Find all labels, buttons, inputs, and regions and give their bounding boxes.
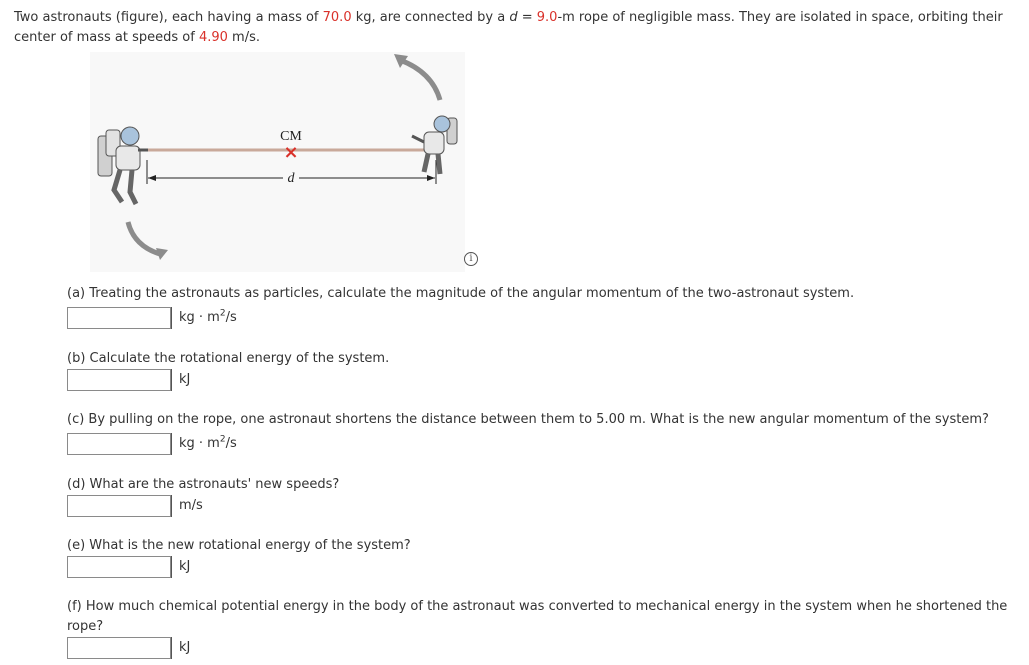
cm-marker: × bbox=[283, 142, 299, 163]
intro-var-d: d bbox=[509, 10, 518, 25]
answer-a-row bbox=[67, 307, 237, 329]
astronauts-figure bbox=[90, 52, 465, 272]
answer-c-unit: kg · $m^2/s$ bbox=[171, 433, 237, 455]
answer-c-input[interactable] bbox=[67, 433, 171, 455]
answer-a-unit: kg · $m^2/s$ bbox=[171, 307, 237, 329]
distance-value: 9.0 bbox=[536, 10, 558, 25]
intro-text-2: kg, are connected by a bbox=[351, 10, 510, 25]
intro-text-4: -m rope of negligible mass. They are isolated in space, orbiting their center of mass at speeds of bbox=[14, 10, 1003, 45]
problem-statement bbox=[14, 8, 1022, 48]
question-f-label: (f) How much chemical potential energy in the body of the astronaut was converted to mechanical energy in the system when he shortened the rope? bbox=[67, 599, 1008, 634]
answer-b-row bbox=[67, 369, 190, 391]
answer-a-input[interactable] bbox=[67, 307, 171, 329]
question-e-label: (e) What is the new rotational energy of the system? bbox=[67, 538, 411, 553]
answer-d-unit: m/s bbox=[171, 495, 203, 517]
answer-f-row bbox=[67, 637, 190, 659]
info-icon[interactable]: i bbox=[464, 252, 478, 266]
question-d-label: (d) What are the astronauts' new speeds? bbox=[67, 477, 340, 492]
answer-b-unit: kJ bbox=[171, 369, 190, 391]
answer-d-row bbox=[67, 495, 203, 517]
intro-text-3: = bbox=[517, 10, 537, 25]
answer-f-unit: kJ bbox=[171, 637, 190, 659]
question-b-label: (b) Calculate the rotational energy of the system. bbox=[67, 351, 390, 366]
figure-background bbox=[90, 52, 465, 272]
intro-text-1: Two astronauts (figure), each having a mass of bbox=[14, 10, 323, 25]
answer-b-input[interactable] bbox=[67, 369, 171, 391]
answer-e-input[interactable] bbox=[67, 556, 171, 578]
question-a-label: (a) Treating the astronauts as particles, calculate the magnitude of the angular momentum of the two-astronaut system. bbox=[67, 286, 855, 301]
intro-text-5: m/s. bbox=[227, 30, 261, 45]
speed-value: 4.90 bbox=[198, 30, 228, 45]
answer-e-row bbox=[67, 556, 190, 578]
mass-value: 70.0 bbox=[322, 10, 352, 25]
answer-c-row bbox=[67, 433, 237, 455]
answer-e-unit: kJ bbox=[171, 556, 190, 578]
figure-svg bbox=[90, 52, 465, 272]
answer-f-input[interactable] bbox=[67, 637, 171, 659]
question-c-label: (c) By pulling on the rope, one astronaut shortens the distance between them to 5.00 m. What is the new angular momentum of the system? bbox=[67, 412, 989, 427]
distance-label: d bbox=[287, 171, 295, 186]
cm-label: CM bbox=[280, 129, 302, 144]
answer-d-input[interactable] bbox=[67, 495, 171, 517]
